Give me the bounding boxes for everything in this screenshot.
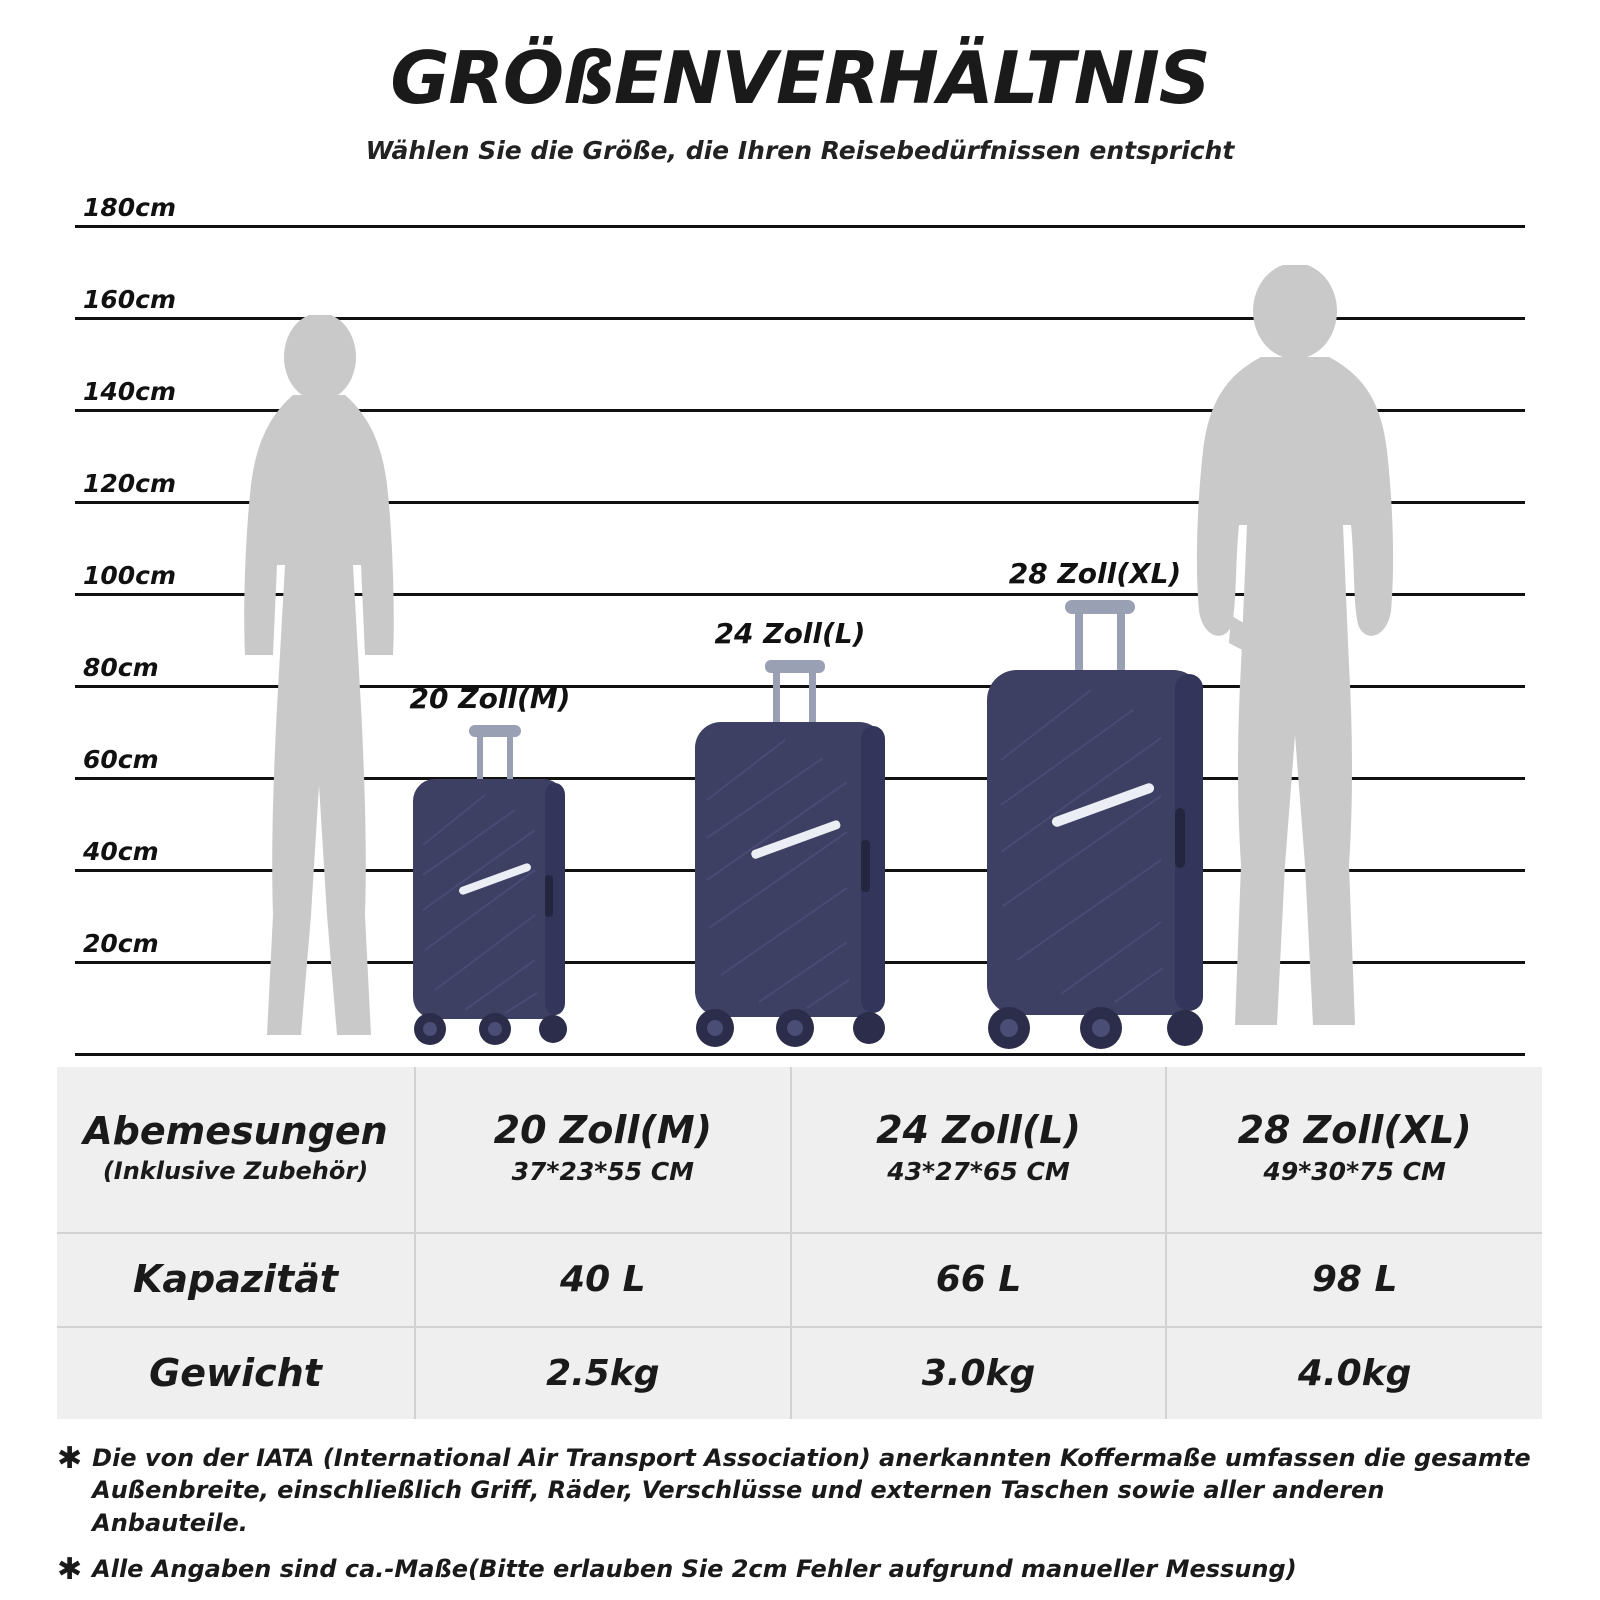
suitcase-large-label: 24 Zoll(L) — [714, 617, 866, 650]
table-cell-size-xl — [1166, 1067, 1542, 1233]
woman-silhouette — [215, 315, 425, 1055]
table-row-label-capacity — [57, 1233, 415, 1327]
tick-label-120: 120cm — [83, 469, 177, 498]
suitcase-medium-label: 20 Zoll(M) — [409, 682, 571, 715]
footnote-1 — [57, 1442, 1547, 1539]
table-row — [57, 1067, 1542, 1233]
weight-m-value: 2.5kg — [415, 1327, 791, 1419]
capacity-xl-value: 98 L — [1166, 1233, 1542, 1327]
tick-label-160: 160cm — [83, 285, 177, 314]
page-subtitle: Wählen Sie die Größe, die Ihren Reisebedürfnissen entspricht — [365, 136, 1235, 165]
weight-xl-value: 4.0kg — [1297, 1352, 1412, 1394]
tick-label-40: 40cm — [83, 837, 159, 866]
capacity-m-value: 40 L — [415, 1233, 791, 1327]
tick-label-60: 60cm — [83, 745, 159, 774]
dimensions-sublabel: (Inklusive Zubehör) — [102, 1157, 369, 1186]
tick-label-100: 100cm — [83, 561, 177, 590]
asterisk-icon: ✱ — [57, 1441, 83, 1476]
capacity-l-value: 66 L — [791, 1233, 1167, 1327]
size-l-label: 24 Zoll(L) — [876, 1107, 1081, 1152]
footnote-1-text: Die von der IATA (International Air Transport Association) anerkannten Koffermaße umfassen die gesamte Außenbreite, einschließlich Griff, Räder, Verschlüsse und externen Taschen sowie aller anderen Anbauteile. — [92, 1444, 1531, 1537]
page-title: GRÖßENVERHÄLTNIS — [390, 36, 1210, 120]
table-cell-size-l — [791, 1067, 1167, 1233]
table-row-label-weight — [57, 1327, 415, 1419]
table-row-label-dimensions — [57, 1067, 415, 1233]
asterisk-icon: ✱ — [57, 1552, 83, 1588]
suitcase-large-graphic — [675, 660, 905, 1055]
suitcase-xlarge-graphic — [965, 600, 1225, 1055]
size-xl-label: 28 Zoll(XL) — [1237, 1107, 1472, 1152]
footnote-2-text: Alle Angaben sind ca.-Maße(Bitte erlauben Sie 2cm Fehler aufgrund manueller Messung) — [92, 1555, 1297, 1584]
footnote-2 — [57, 1553, 1547, 1586]
suitcase-large — [675, 617, 905, 1055]
suitcase-medium-graphic — [395, 725, 585, 1055]
table-cell-size-m — [415, 1067, 791, 1233]
tick-label-180: 180cm — [83, 193, 177, 222]
tick-label-80: 80cm — [83, 653, 159, 682]
suitcase-xlarge — [965, 557, 1225, 1055]
size-m-label: 20 Zoll(M) — [493, 1107, 713, 1152]
size-l-dimensions: 43*27*65 CM — [887, 1156, 1070, 1186]
table-row — [57, 1327, 1542, 1419]
gridline-180 — [75, 225, 1525, 228]
size-comparison-chart — [75, 195, 1525, 1055]
specs-table — [57, 1067, 1542, 1419]
dimensions-label: Abemesungen — [83, 1108, 388, 1153]
tick-label-140: 140cm — [83, 377, 177, 406]
suitcase-medium — [395, 682, 585, 1055]
weight-label: Gewicht — [149, 1350, 322, 1395]
footnotes — [57, 1442, 1547, 1600]
suitcase-xlarge-label: 28 Zoll(XL) — [1008, 557, 1182, 590]
table-row — [57, 1233, 1542, 1327]
weight-l-value: 3.0kg — [791, 1327, 1167, 1419]
size-m-dimensions: 37*23*55 CM — [511, 1156, 695, 1186]
size-xl-dimensions: 49*30*75 CM — [1263, 1156, 1446, 1186]
capacity-label: Kapazität — [132, 1257, 339, 1302]
tick-label-20: 20cm — [83, 929, 159, 958]
